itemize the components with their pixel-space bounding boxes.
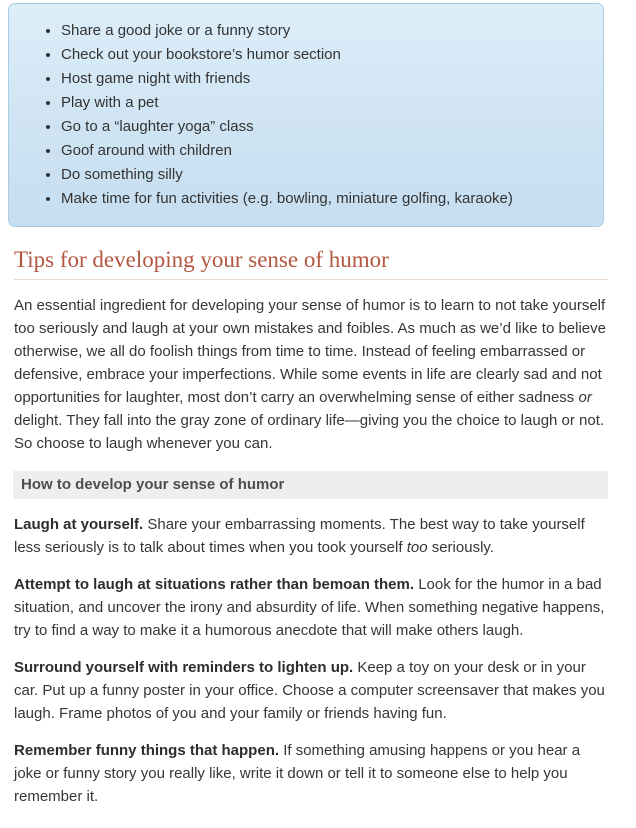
intro-paragraph xyxy=(14,294,608,455)
humor-activities-callout xyxy=(8,3,604,227)
tip-text: Share your embarrassing moments. The best way to take yourself less seriously is to talk about times when you took yourself xyxy=(14,516,585,556)
tip-paragraph xyxy=(14,739,608,808)
subsection-title: How to develop your sense of humor xyxy=(21,476,285,493)
article-page xyxy=(0,3,636,828)
list-item: • Host game night with friends xyxy=(61,67,583,91)
subsection-bar xyxy=(13,471,608,499)
list-item: • Make time for fun activities (e.g. bowling, miniature golfing, karaoke) xyxy=(61,187,583,211)
section-heading: Tips for developing your sense of humor xyxy=(14,246,608,280)
tips-list xyxy=(14,513,608,808)
list-item: • Check out your bookstore’s humor section xyxy=(61,43,583,67)
list-item: • Play with a pet xyxy=(61,91,583,115)
tip-lead: Attempt to laugh at situations rather than bemoan them. xyxy=(14,576,415,593)
tip-paragraph xyxy=(14,656,608,725)
tip-text: seriously. xyxy=(427,539,494,556)
tip-text: Keep a toy on your desk or in your car. Put up a funny poster in your office. Choose a computer screensaver that makes you laugh. Frame photos of you and your family or friends having fun. xyxy=(14,659,605,722)
tip-text: Look for the humor in a bad situation, and uncover the irony and absurdity of life. When something negative happens, try to find a way to make it a humorous anecdote that will make others laugh. xyxy=(14,576,605,639)
list-item: • Goof around with children xyxy=(61,139,583,163)
list-item: • Share a good joke or a funny story xyxy=(61,19,583,43)
intro-italic-word: or xyxy=(578,389,592,406)
article-content xyxy=(14,246,608,808)
tip-italic-word: too xyxy=(406,539,428,556)
tip-paragraph xyxy=(14,513,608,559)
tip-paragraph xyxy=(14,573,608,642)
list-item: • Do something silly xyxy=(61,163,583,187)
humor-activities-list xyxy=(37,19,583,211)
tip-lead: Remember funny things that happen. xyxy=(14,742,280,759)
intro-text-before: An essential ingredient for developing your sense of humor is to learn to not take yourself too seriously and laugh at your own mistakes and foibles. As much as we’d like to believe otherwise, we all do foolish things from time to time. Instead of feeling embarrassed or defensive, embrace your imperfections. While some events in life are clearly sad and not opportunities for laughter, most don’t carry an overwhelming sense of either sadness xyxy=(14,297,606,406)
intro-text-after: delight. They fall into the gray zone of ordinary life—giving you the choice to laugh or not. So choose to laugh whenever you can. xyxy=(14,412,605,452)
tip-lead: Surround yourself with reminders to lighten up. xyxy=(14,659,354,676)
list-item: • Go to a “laughter yoga” class xyxy=(61,115,583,139)
tip-lead: Laugh at yourself. xyxy=(14,516,144,533)
tip-text: If something amusing happens or you hear a joke or funny story you really like, write it down or tell it to someone else to help you remember it. xyxy=(14,742,581,805)
